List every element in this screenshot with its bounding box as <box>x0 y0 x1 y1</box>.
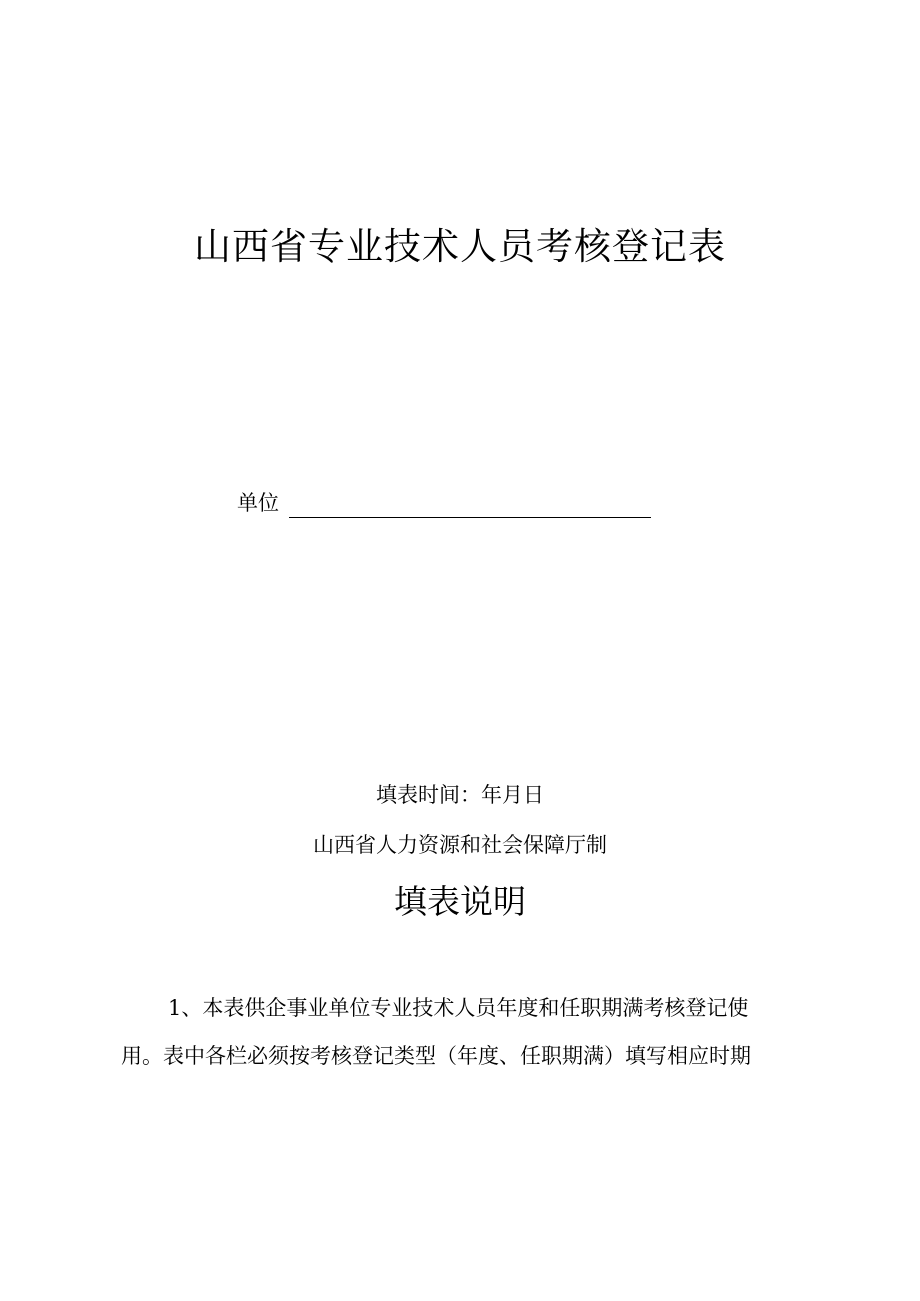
instruction-line: 1、本表供企事业单位专业技术人员年度和任职期满考核登记使 <box>168 996 749 1020</box>
page-title: 山西省专业技术人员考核登记表 <box>194 225 726 268</box>
instruction-line: 用。表中各栏必须按考核登记类型（年度、任职期满）填写相应时期 <box>121 1044 751 1068</box>
unit-field <box>237 488 651 518</box>
issuer: 山西省人力资源和社会保障厅制 <box>313 833 607 857</box>
unit-label: 单位 <box>237 491 279 515</box>
instructions-title: 填表说明 <box>394 882 526 921</box>
fill-time: 填表时间：年月日 <box>376 783 544 807</box>
unit-blank-line <box>289 495 651 518</box>
